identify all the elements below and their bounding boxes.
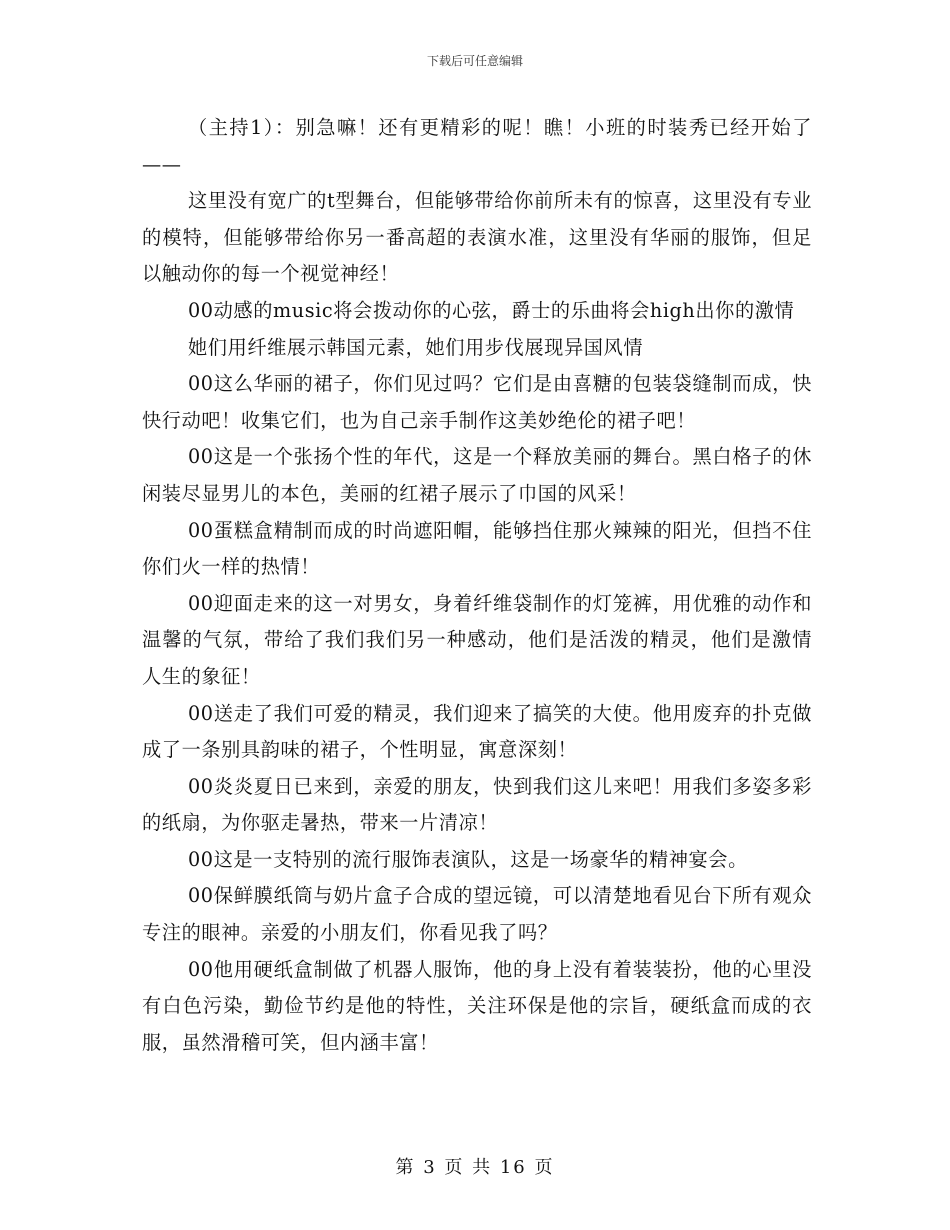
paragraph-8: 00迎面走来的这一对男女，身着纤维袋制作的灯笼裤，用优雅的动作和温馨的气氛，带给了我们我们另一种感动，他们是活泼的精灵，他们是激情人生的象征！: [142, 591, 812, 688]
paragraph-10: 00炎炎夏日已来到，亲爱的朋友，快到我们这儿来吧！用我们多姿多彩的纸扇，为你驱走暑热，带来一片清凉！: [142, 774, 812, 835]
paragraph-6: 00这是一个张扬个性的年代，这是一个释放美丽的舞台。黑白格子的休闲装尽显男儿的本色，美丽的红裙子展示了巾国的风采！: [142, 445, 812, 505]
paragraph-13: 00他用硬纸盒制做了机器人服饰，他的身上没有着装装扮，他的心里没有白色污染，勤俭节约是他的特性，关注环保是他的宗旨，硬纸盒而成的衣服，虽然滑稽可笑，但内涵丰富！: [142, 957, 812, 1054]
paragraph-9: 00送走了我们可爱的精灵，我们迎来了搞笑的大使。他用废弃的扑克做成了一条别具韵味的裙子，个性明显，寓意深刻！: [142, 701, 812, 762]
paragraph-7: 00蛋糕盒精制而成的时尚遮阳帽，能够挡住那火辣辣的阳光，但挡不住你们火一样的热情！: [142, 518, 812, 579]
paragraph-2: 这里没有宽广的t型舞台，但能够带给你前所未有的惊喜，这里没有专业的模特，但能够带给你另一番高超的表演水准，这里没有华丽的服饰，但足以触动你的每一个视觉神经！: [142, 189, 812, 286]
paragraph-4: 她们用纤维展示韩国元素，她们用步伐展现异国风情: [188, 335, 644, 359]
paragraph-11: 00这是一支特别的流行服饰表演队，这是一场豪华的精神宴会。: [188, 847, 748, 871]
paragraph-5: 00这么华丽的裙子，你们见过吗？它们是由喜糖的包装袋缝制而成，快快行动吧！收集它们，也为自己亲手制作这美妙绝伦的裙子吧！: [142, 372, 812, 432]
page-header: 下载后可任意编辑: [426, 54, 523, 68]
document-body: [142, 110, 812, 1061]
paragraph-3: 00动感的music将会拨动你的心弦，爵士的乐曲将会high出你的激情: [188, 298, 795, 322]
paragraph-12: 00保鲜膜纸筒与奶片盒子合成的望远镜，可以清楚地看见台下所有观众专注的眼神。亲爱的小朋友们，你看见我了吗？: [142, 884, 812, 945]
paragraph-1: （主持1）：别急嘛！还有更精彩的呢！瞧！小班的时装秀已经开始了——: [142, 116, 812, 176]
page-footer: 第 3 页 共 16 页: [395, 1157, 555, 1178]
